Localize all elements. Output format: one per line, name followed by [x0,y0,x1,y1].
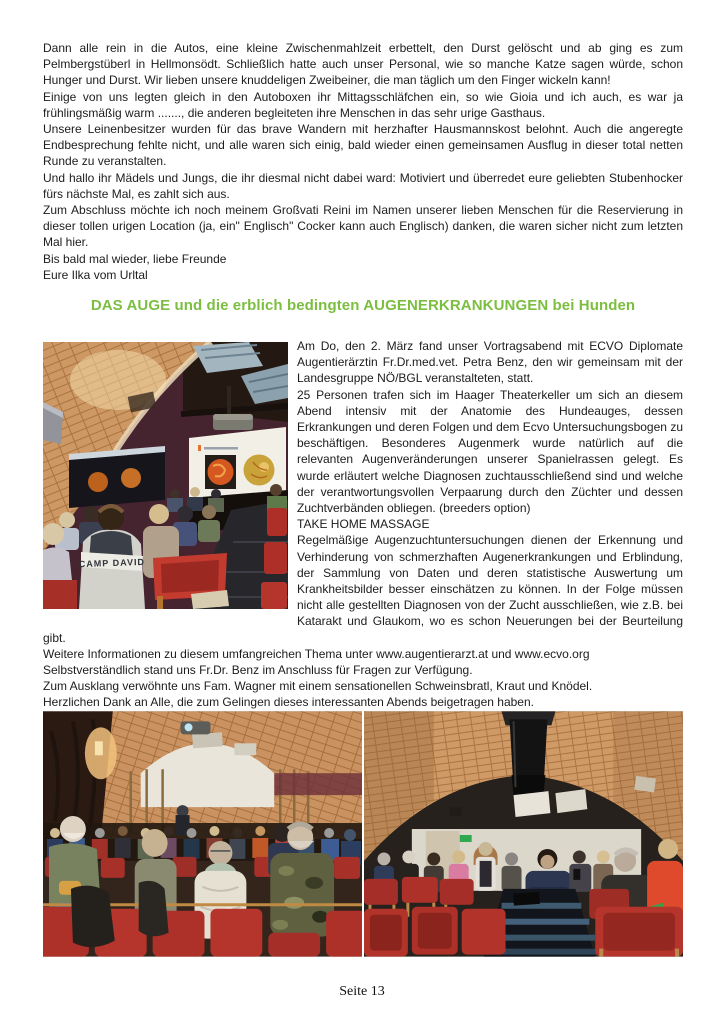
section-heading: DAS AUGE und die erblich bedingten AUGENERKRANKUNGEN bei Hunden [90,297,636,314]
page-number: Seite 13 [339,984,385,999]
paragraph: Zum Ausklang verwöhnte uns Fam. Wagner mit einem sensationellen Schweinsbratl, Kraut und Knödel. [43,679,593,694]
paragraph: Und hallo ihr Mädels und Jungs, die ihr diesmal nicht dabei ward: Motiviert und überredet eure geliebten Stubenhocker fürs nächste Mal, es zahlt sich aus. [43,170,683,201]
signoff-line: Bis bald mal wieder, liebe Freunde [43,251,227,266]
exit-sign [460,835,472,842]
paragraph: Regelmäßige Augenzuchtuntersuchungen dienen der Erkennung und Verhinderung von schmerzhaften Augenerkrankungen und Erblindung, der Sammlung von Daten und deren statistische Auswertung um Krankheitsbilder besser einschätzen zu können. In der Folge müssen nicht alle gestellten Diagnosen von der Zucht ausschließen, wie z.B. bei Katarakt und Glaukom, wo es schon Neuerungen bei der Beurteilung gibt. [43,533,683,645]
signoff-name: Eure Ilka vom Urltal [43,267,148,282]
paragraph: Selbstverständlich stand uns Fr.Dr. Benz im Anschluss für Fragen zur Verfügung. [43,663,473,678]
side-monitor [69,446,165,508]
paragraph: Einige von uns legten gleich in den Autoboxen ihr Mittagsschläfchen ein, so wie Gioia und ich auch, es war ja frühlingsmäßig warm ......., die anderen begleiteten ihre Menschen in das sehr urige Gasthaus. [43,89,683,120]
paragraph: 25 Personen trafen sich im Haager Theaterkeller um sich an diesem Abend intensiv mit der Anatomie des Hundeauges, dessen Erkrankungen und deren Folgen und dem Ecvo Untersuchungsbogen zu beschäftigen. Besonderes Augenmerk wurde natürlich auf die relevanten Augenveränderungen unserer Spanielrassen gelegt. Es wurde erläutert welche Diagnosen zuchtausschließend sind und welche der verantwortungsvollen Verpaarung durch den Züchter und dessen Zuchtverbänden obliegen. (breeders option) [297,387,683,516]
vent-grille [634,776,656,793]
paragraph: Unsere Leinenbesitzer wurden für das brave Wandern mit herzhafter Hausmannskost belohnt. Auch die angeregte Endbesprechung fehlte nicht, und alle waren sich einig, bald wieder einen gemeinsamen Ausflug in dieser total netten Runde zu veranstalten. [43,122,683,169]
speaker [450,807,462,816]
audience-photos [43,711,683,957]
intro-paragraphs [43,40,683,283]
paragraph: Herzlichen Dank an Alle, die zum Gelingen dieses interessanten Abends beigetragen haben. [43,695,534,710]
audience-photo-left [43,711,362,957]
audience-photo-right [364,711,683,957]
lecture-photo [43,342,288,609]
paragraph: Am Do, den 2. März fand unser Vortragsabend mit ECVO Diplomate Augentierärztin Fr.Dr.med.vet. Petra Benz, den wir gemeinsam mit der Landesgruppe NÖ/BGL veranstalteten, statt. [297,339,683,386]
paragraph: Zum Abschluss möchte ich noch meinem Großvati Reini im Namen unserer lieben Menschen für die Reservierung in dieser tollen urigen Location (ja, ein" Englisch" Cocker kann auch Englisch) danken, die waren sicher nicht zum letzten Mal hier. [43,203,683,250]
lecture-section [43,338,683,711]
camp-david-jacket-text: CAMP DAVID [78,556,146,570]
paragraph: Dann alle rein in die Autos, eine kleine Zwischenmahlzeit erbettelt, den Durst gelöscht und ab ging es zum Pelmbergstüberl in Hellmonsödt. Schließlich hatte auch unser Personal, wie so manche Katze sagen würde, schon Hunger und Durst. Wir lieben unsere knuddeligen Zweibeiner, die man täglich um den Finger wickeln kann! [43,41,683,88]
paragraph: Weitere Informationen zu diesem umfangreichen Thema unter www.augentierarzt.at und www.ecvo.org [43,646,590,661]
take-home-line: TAKE HOME MASSAGE [297,517,430,532]
projector [181,721,211,734]
